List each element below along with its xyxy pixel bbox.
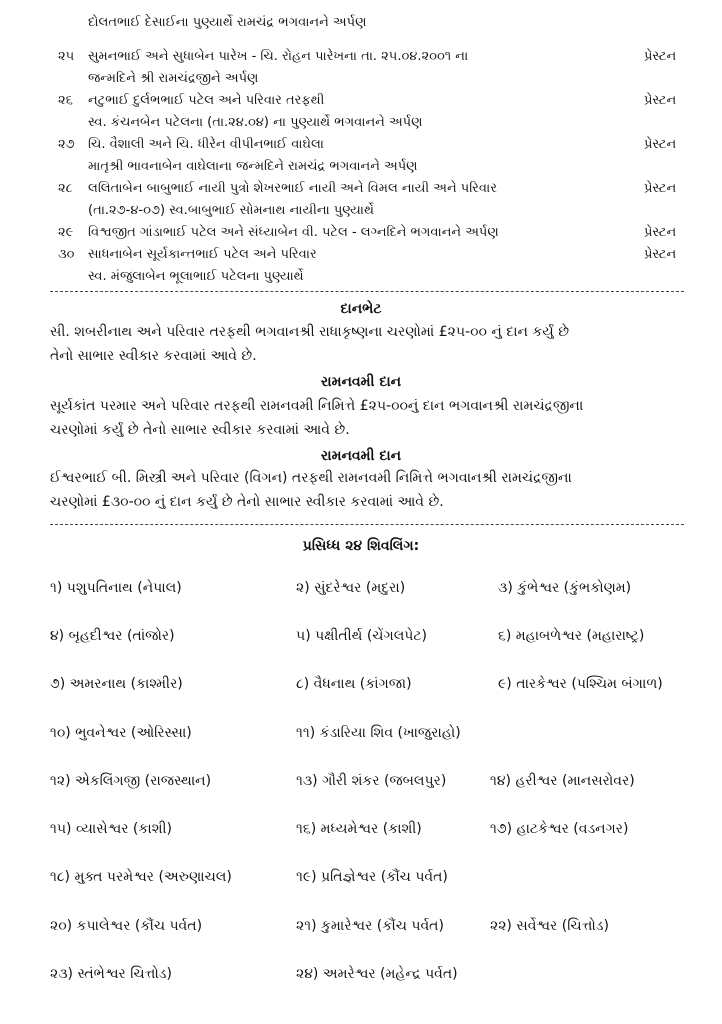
shivling-item: ૨૨) સર્વેશ્વર (ચિત્તોડ) [490, 918, 609, 934]
entry-location: પ્રેસ્ટન [644, 247, 677, 262]
donation-heading: રામનવમી દાન [320, 374, 402, 390]
paragraph-line: ચરણોમાં કર્યું છે તેનો સાભાર સ્વીકાર કરવામાં આવે છે. [50, 422, 350, 438]
shivling-item: ૪) બૃહદીશ્વર (તાંજોર) [50, 628, 175, 644]
dashed-divider [50, 291, 684, 292]
intro-line: દોલતભાઈ દેસાઈના પુણ્યાર્થે રામચંદ્ર ભગવાનને અર્પણ [88, 15, 367, 30]
entry-number: ૨૮ [58, 181, 73, 196]
shivling-list-title: પ્રસિધ્ધ ૨૪ શિવલિંગ: [302, 538, 420, 554]
paragraph-line: તેનો સાભાર સ્વીકાર કરવામાં આવે છે. [50, 348, 257, 364]
paragraph-line: ચરણોમાં £૩૦-૦૦ નું દાન કર્યું છે તેનો સાભાર સ્વીકાર કરવામાં આવે છે. [50, 494, 444, 510]
entry-line: વિશ્વજીત ગાંડાભાઈ પટેલ અને સંધ્યાબેન વી. પટેલ - લગ્નદિને ભગવાનને અર્પણ [88, 225, 499, 240]
paragraph-line: ઈશ્વરભાઈ બી. મિસ્ત્રી અને પરિવાર (વિગન) તરફથી રામનવમી નિમિત્તે ભગવાનશ્રી રામચંદ્રજીના [50, 470, 572, 486]
shivling-item: ૧૪) હરીશ્વર (માનસરોવર) [490, 773, 635, 789]
shivling-item: ૯) તારકેશ્વર (પશ્ચિમ બંગાળ) [498, 676, 663, 692]
shivling-item: ૭) અમરનાથ (કાશ્મીર) [50, 676, 183, 692]
entry-location: પ્રેસ્ટન [644, 137, 677, 152]
shivling-item: ૧) પશુપતિનાથ (નેપાલ) [50, 580, 182, 596]
shivling-item: ૧૦) ભુવનેશ્વર (ઓરિસ્સા) [50, 725, 192, 741]
shivling-item: ૨૦) કપાલેશ્વર (કૌંચ પર્વત) [50, 918, 203, 934]
donation-paragraph [50, 466, 690, 514]
entry-line: (તા.૨૭-૪-૦૭) સ્વ.બાબુભાઈ સોમનાથ નાયીના પુણ્યાર્થે [88, 203, 374, 218]
entry-number: ૨૫ [58, 49, 75, 64]
shivling-item: ૫) પક્ષીતીર્થ (ચેંગલપેટ) [296, 628, 427, 644]
entry-line: લલિતાબેન બાબુભાઈ નાયી પુત્રો શેખરભાઈ નાયી અને વિમલ નાયી અને પરિવાર [88, 181, 497, 196]
donation-heading: રામનવમી દાન [320, 448, 402, 464]
shivling-item: ૩) કુંભેશ્વર (કુંભકોણમ) [498, 580, 632, 596]
entry-line: નટુભાઈ દુર્લભભાઈ પટેલ અને પરિવાર તરફથી [88, 93, 325, 108]
shivling-item: ૬) મહાબળેશ્વર (મહારાષ્ટ્ર) [498, 628, 645, 644]
shivling-item: ૧૯) પ્રતિજ્ઞેશ્વર (કૌંચ પર્વત) [296, 869, 448, 885]
shivling-item: ૧૨) એકલિંગજી (રાજસ્થાન) [50, 773, 212, 789]
entry-location: પ્રેસ્ટન [644, 181, 677, 196]
entry-line: સ્વ. કંચનબેન પટેલના (તા.૨૪.૦૪) ના પુણ્યાર્થે ભગવાનને અર્પણ [88, 115, 423, 130]
donation-paragraph [50, 394, 690, 442]
dashed-divider [50, 524, 684, 525]
entry-line: સુમનભાઈ અને સુધાબેન પારેખ - ચિ. રોહન પારેખના તા. ૨૫.૦૪.૨૦૦૧ ના [88, 49, 469, 64]
entry-location: પ્રેસ્ટન [644, 49, 677, 64]
donation-paragraph [50, 320, 690, 368]
paragraph-line: સૂર્યકાંત પરમાર અને પરિવાર તરફથી રામનવમી નિમિત્તે £૨૫-૦૦નું દાન ભગવાનશ્રી રામચંદ્રજીના [50, 398, 584, 414]
entry-line: સાધનાબેન સૂર્યકાન્તભાઈ પટેલ અને પરિવાર [88, 247, 317, 262]
shivling-item: ૧૬) મધ્યમેશ્વર (કાશી) [296, 821, 422, 837]
entry-number: ૨૯ [58, 225, 74, 240]
entry-line: જન્મદિને શ્રી રામચંદ્રજીને અર્પણ [88, 71, 259, 86]
shivling-item: ૮) વૈધનાથ (કાંગજા) [296, 676, 412, 692]
paragraph-line: સી. શબરીનાથ અને પરિવાર તરફથી ભગવાનશ્રી રાધાકૃષ્ણના ચરણોમાં £૨૫-૦૦ નું દાન કર્યું છે [50, 324, 570, 340]
shivling-item: ૨૪) અમરેશ્વર (મહેન્દ્ર પર્વત) [296, 966, 458, 982]
entry-line: માતૃશ્રી ભાવનાબેન વાઘેલાના જન્મદિને રામચંદ્ર ભગવાનને અર્પણ [88, 159, 418, 174]
shivling-item: ૧૭) હાટકેશ્વર (વડનગર) [490, 821, 629, 837]
shivling-item: ૧૧) કંડારિયા શિવ (ખાજુરાહો) [296, 725, 461, 741]
shivling-item: ૨૩) સ્તંભેશ્વર ચિત્તોડ) [50, 966, 172, 982]
entry-number: ૨૬ [58, 93, 73, 108]
entry-number: ૩૦ [58, 247, 75, 262]
entry-line: ચિ. વૈશાલી અને ચિ. ધીરેન વીપીનભાઈ વાઘેલા [88, 137, 324, 152]
entry-number: ૨૭ [58, 137, 75, 152]
shivling-item: ૨૧) કુમારેશ્વર (કૌંચ પર્વત) [296, 918, 444, 934]
shivling-item: ૧૩) ગૌરી શંકર (જબલપુર) [296, 773, 447, 789]
entry-location: પ્રેસ્ટન [644, 93, 677, 108]
shivling-item: ૨) સુંદરેશ્વર (મદુરા) [296, 580, 406, 596]
donation-heading: દાનભેટ [340, 301, 382, 317]
shivling-item: ૧૮) મુક્ત પરમેશ્વર (અરુણાચલ) [50, 869, 232, 885]
shivling-item: ૧૫) વ્યાસેશ્વર (કાશી) [50, 821, 172, 837]
entry-location: પ્રેસ્ટન [644, 225, 677, 240]
entry-line: સ્વ. મંજુલાબેન ભૂલાભાઈ પટેલના પુણ્યાર્થે [88, 269, 304, 284]
